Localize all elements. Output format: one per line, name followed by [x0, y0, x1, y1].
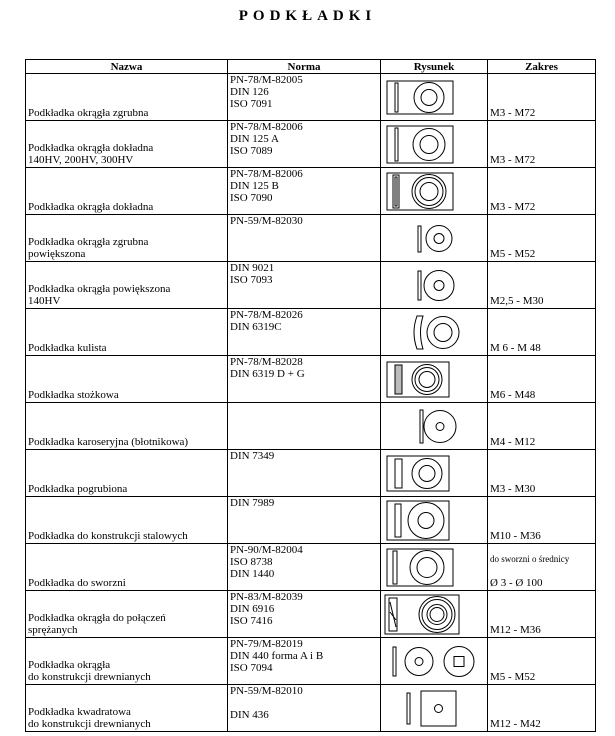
washer-drawing — [381, 215, 488, 262]
washer-range — [488, 356, 596, 403]
range-value: M 6 - M 48 — [490, 342, 541, 354]
washer-range — [488, 497, 596, 544]
washer-norm: PN-59/M-82010 DIN 436 — [228, 685, 381, 732]
chamfered-washer-icon — [381, 169, 487, 214]
washer-drawing — [381, 450, 488, 497]
washer-name: Podkładka okrągła dokładna 140HV, 200HV, 300HV — [26, 121, 228, 168]
washers-table — [25, 59, 596, 732]
washer-range — [488, 309, 596, 356]
range-value: M2,5 - M30 — [490, 295, 544, 307]
washer-range — [488, 685, 596, 732]
range-value: M10 - M36 — [490, 530, 541, 542]
washer-range — [488, 450, 596, 497]
range-value: M6 - M48 — [490, 389, 536, 401]
steel-washer-icon — [381, 498, 487, 543]
header-norm: Norma — [228, 60, 381, 74]
range-value: M4 - M12 — [490, 436, 536, 448]
conical-washer-icon — [381, 357, 487, 402]
washer-norm: PN-59/M-82030 — [228, 215, 381, 262]
washer-drawing — [381, 262, 488, 309]
range-value: M12 - M42 — [490, 718, 541, 730]
washer-name: Podkładka okrągła dokładna — [26, 168, 228, 215]
washer-norm: PN-90/M-82004 ISO 8738 DIN 1440 — [228, 544, 381, 591]
table-row — [26, 403, 596, 450]
table-row — [26, 544, 596, 591]
range-value: M5 - M52 — [490, 671, 536, 683]
washer-range — [488, 591, 596, 638]
page-title: PODKŁADKI — [238, 8, 377, 24]
washer-name: Podkładka okrągła zgrubna — [26, 74, 228, 121]
washer-drawing — [381, 685, 488, 732]
washer-range — [488, 262, 596, 309]
washer-range — [488, 168, 596, 215]
washer-name: Podkładka kulista — [26, 309, 228, 356]
table-row — [26, 685, 596, 732]
washer-drawing — [381, 591, 488, 638]
large-washer-icon — [381, 263, 487, 308]
washer-name: Podkładka do sworzni — [26, 544, 228, 591]
table-row — [26, 591, 596, 638]
table-row — [26, 168, 596, 215]
table-row — [26, 638, 596, 685]
washer-norm: PN-83/M-82039 DIN 6916 ISO 7416 — [228, 591, 381, 638]
header-drawing: Rysunek — [381, 60, 488, 74]
washer-drawing — [381, 403, 488, 450]
washer-norm: PN-78/M-82028 DIN 6319 D + G — [228, 356, 381, 403]
washer-name: Podkładka stożkowa — [26, 356, 228, 403]
range-value: M5 - M52 — [490, 248, 536, 260]
washer-drawing — [381, 544, 488, 591]
washer-name: Podkładka kwadratowa do konstrukcji drewnianych — [26, 685, 228, 732]
table-row — [26, 262, 596, 309]
range-note: do sworzni o średnicy — [490, 554, 570, 564]
washer-range — [488, 215, 596, 262]
table-row — [26, 215, 596, 262]
range-value: M12 - M36 — [490, 624, 541, 636]
washer-name: Podkładka okrągła do połączeń sprężanych — [26, 591, 228, 638]
body-washer-icon — [381, 404, 487, 449]
washer-norm: DIN 7349 — [228, 450, 381, 497]
washer-norm: DIN 9021 ISO 7093 — [228, 262, 381, 309]
washer-name: Podkładka okrągła do konstrukcji drewnianych — [26, 638, 228, 685]
washer-range — [488, 403, 596, 450]
square-washer-icon — [381, 686, 487, 731]
washer-framed-icon — [381, 122, 487, 167]
washer-norm: PN-78/M-82006 DIN 125 A ISO 7089 — [228, 121, 381, 168]
washer-range — [488, 638, 596, 685]
table-row — [26, 356, 596, 403]
range-value: M3 - M72 — [490, 201, 536, 213]
range-value: M3 - M72 — [490, 107, 536, 119]
washer-drawing — [381, 497, 488, 544]
range-value: Ø 3 - Ø 100 — [490, 577, 543, 589]
pin-washer-icon — [381, 545, 487, 590]
timber-washer-icon — [381, 639, 487, 684]
table-row — [26, 309, 596, 356]
prestressed-washer-icon — [381, 592, 487, 637]
washer-drawing — [381, 309, 488, 356]
range-value: M3 - M30 — [490, 483, 536, 495]
washer-drawing — [381, 638, 488, 685]
header-name: Nazwa — [26, 60, 228, 74]
washer-norm: PN-78/M-82005 DIN 126 ISO 7091 — [228, 74, 381, 121]
table-row — [26, 497, 596, 544]
washer-name: Podkładka karoseryjna (błotnikowa) — [26, 403, 228, 450]
washer-drawing — [381, 168, 488, 215]
table-row — [26, 450, 596, 497]
large-washer-icon — [381, 216, 487, 261]
washer-norm — [228, 403, 381, 450]
washer-norm: PN-78/M-82006 DIN 125 B ISO 7090 — [228, 168, 381, 215]
washer-range — [488, 121, 596, 168]
washer-framed-icon — [381, 75, 487, 120]
washer-name: Podkładka okrągła powiększona 140HV — [26, 262, 228, 309]
spherical-washer-icon — [381, 310, 487, 355]
header-range: Zakres — [488, 60, 596, 74]
washer-norm: DIN 7989 — [228, 497, 381, 544]
washer-drawing — [381, 121, 488, 168]
washer-drawing — [381, 74, 488, 121]
table-header-row — [26, 60, 596, 74]
washer-name: Podkładka do konstrukcji stalowych — [26, 497, 228, 544]
washer-norm: PN-78/M-82026 DIN 6319C — [228, 309, 381, 356]
table-row — [26, 74, 596, 121]
thick-washer-icon — [381, 451, 487, 496]
range-value: M3 - M72 — [490, 154, 536, 166]
washer-range — [488, 74, 596, 121]
washer-name: Podkładka okrągła zgrubna powiększona — [26, 215, 228, 262]
table-row — [26, 121, 596, 168]
washer-norm: PN-79/M-82019 DIN 440 forma A i B ISO 7094 — [228, 638, 381, 685]
washer-drawing — [381, 356, 488, 403]
washer-name: Podkładka pogrubiona — [26, 450, 228, 497]
washer-range — [488, 544, 596, 591]
